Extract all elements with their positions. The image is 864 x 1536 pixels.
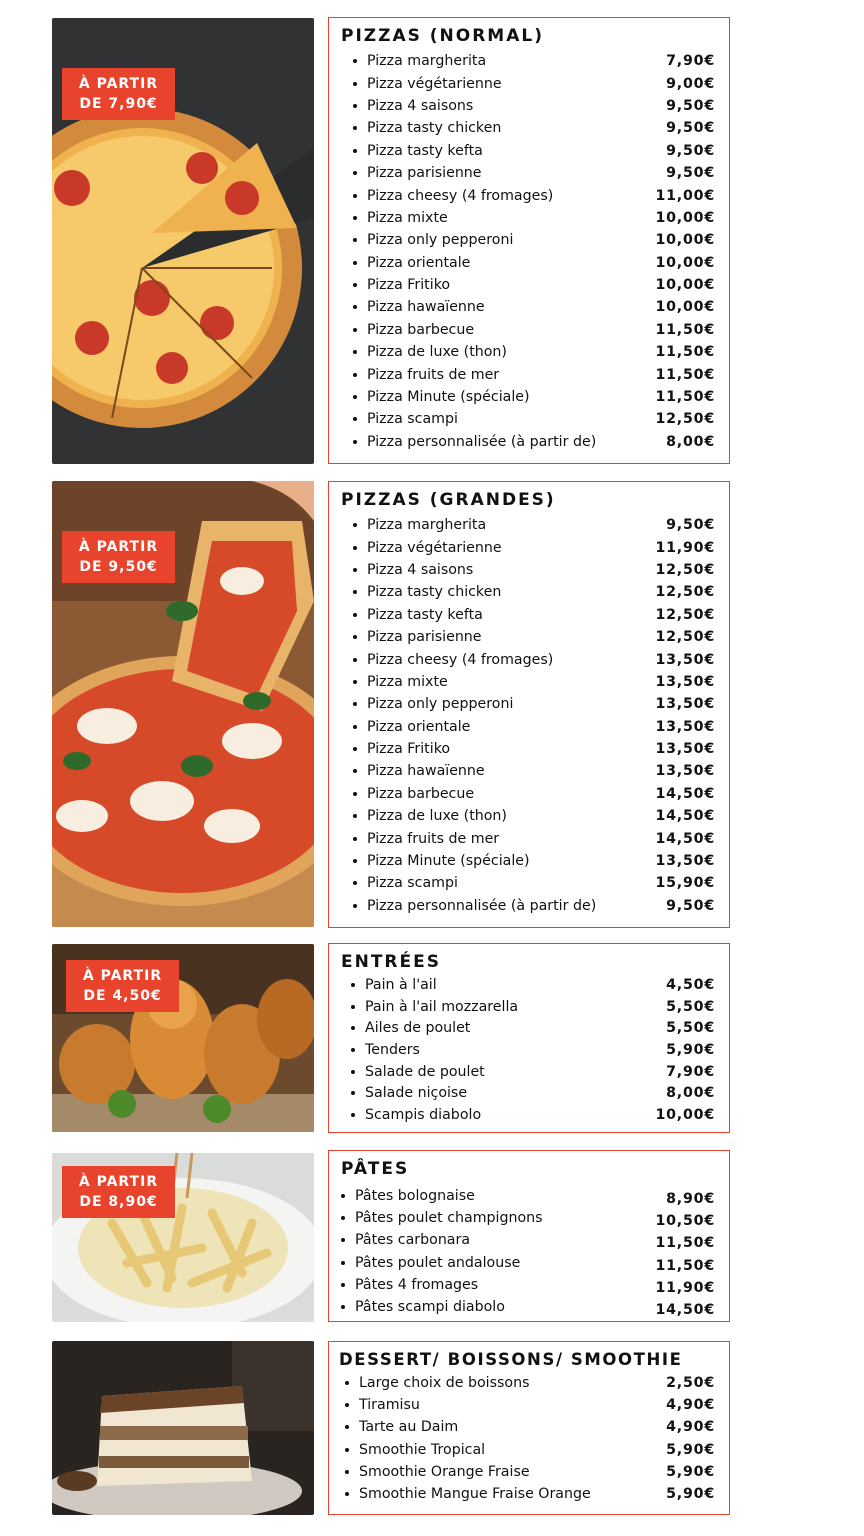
- menu-item: [345, 1461, 717, 1483]
- item-price: 10,00€: [655, 254, 715, 271]
- menu-item: [341, 431, 717, 453]
- item-name: Large choix de boissons: [345, 1375, 529, 1391]
- item-name: Pizza fruits de mer: [341, 367, 499, 383]
- item-price: 12,50€: [655, 584, 715, 601]
- badge-line-1: À PARTIR: [82, 968, 163, 984]
- menu-item: [341, 604, 717, 626]
- menu-panel-pizzas-grandes: [328, 481, 730, 928]
- item-name: Pâtes poulet champignons: [341, 1210, 543, 1226]
- item-name: Pizza orientale: [341, 719, 470, 735]
- section-title: PÂTES: [341, 1159, 410, 1179]
- item-price: 11,50€: [655, 389, 715, 406]
- item-name: Salade niçoise: [341, 1085, 467, 1101]
- item-price: 10,00€: [655, 232, 715, 249]
- menu-item: [341, 408, 717, 430]
- section-title: PIZZAS (NORMAL): [341, 26, 544, 46]
- menu-panel-pizzas-normal: [328, 17, 730, 464]
- menu-item: [341, 229, 717, 251]
- item-name: Pain à l'ail mozzarella: [341, 999, 518, 1015]
- item-price: 10,00€: [655, 209, 715, 226]
- menu-item: [341, 1274, 717, 1296]
- menu-list: [341, 974, 717, 1126]
- item-price: 4,90€: [666, 1419, 715, 1436]
- section-title: PIZZAS (GRANDES): [341, 490, 556, 510]
- menu-item: [341, 827, 717, 849]
- item-price: 5,50€: [666, 1020, 715, 1037]
- item-name: Tarte au Daim: [345, 1419, 458, 1435]
- menu-item: [341, 117, 717, 139]
- item-price: 10,00€: [655, 277, 715, 294]
- item-price: 11,50€: [655, 321, 715, 338]
- item-name: Pizza cheesy (4 fromages): [341, 188, 553, 204]
- badge-line-1: À PARTIR: [78, 539, 159, 555]
- item-price: 13,50€: [655, 696, 715, 713]
- item-price: 4,50€: [666, 976, 715, 993]
- item-name: Pizza fruits de mer: [341, 831, 499, 847]
- menu-item: [341, 140, 717, 162]
- item-name: Pâtes bolognaise: [341, 1188, 475, 1204]
- menu-item: [341, 716, 717, 738]
- item-price: 9,50€: [666, 517, 715, 534]
- item-name: Salade de poulet: [341, 1064, 485, 1080]
- item-name: Scampis diabolo: [341, 1107, 481, 1123]
- item-price: 13,50€: [655, 853, 715, 870]
- item-name: Pizza orientale: [341, 255, 470, 271]
- item-name: Pizza végétarienne: [341, 76, 502, 92]
- menu-item: [341, 1296, 717, 1318]
- item-price: 9,50€: [666, 897, 715, 914]
- item-price: 7,90€: [666, 1063, 715, 1080]
- menu-item: [341, 207, 717, 229]
- menu-item: [341, 1104, 717, 1126]
- menu-item: [341, 895, 717, 917]
- menu-item: [341, 783, 717, 805]
- item-price: 11,50€: [655, 366, 715, 383]
- item-price: 7,90€: [666, 53, 715, 70]
- item-price: 5,90€: [666, 1463, 715, 1480]
- menu-item: [345, 1483, 717, 1505]
- item-price: 8,90€: [666, 1191, 715, 1208]
- item-price: 9,00€: [666, 75, 715, 92]
- item-name: Pain à l'ail: [341, 977, 437, 993]
- menu-item: [345, 1372, 717, 1394]
- menu-item: [341, 341, 717, 363]
- menu-item: [341, 1207, 717, 1229]
- menu-item: [341, 274, 717, 296]
- menu-item: [341, 738, 717, 760]
- item-name: Smoothie Orange Fraise: [345, 1464, 530, 1480]
- menu-item: [341, 996, 717, 1018]
- item-name: Pizza 4 saisons: [341, 98, 473, 114]
- item-price: 14,50€: [655, 785, 715, 802]
- menu-item: [345, 1394, 717, 1416]
- item-price: 10,00€: [655, 1106, 715, 1123]
- badge-line-1: À PARTIR: [78, 76, 159, 92]
- tiramisu-photo: [52, 1341, 314, 1515]
- menu-item: [341, 850, 717, 872]
- menu-item: [341, 760, 717, 782]
- item-price: 11,50€: [655, 344, 715, 361]
- item-name: Pizza Fritiko: [341, 741, 450, 757]
- item-price: 10,00€: [655, 299, 715, 316]
- menu-list: [339, 1372, 717, 1505]
- item-name: Pizza scampi: [341, 411, 458, 427]
- item-price: 13,50€: [655, 718, 715, 735]
- item-name: Pizza personnalisée (à partir de): [341, 898, 596, 914]
- menu-panel-pates: [328, 1150, 730, 1322]
- menu-item: [341, 974, 717, 996]
- menu-item: [341, 581, 717, 603]
- menu-item: [341, 693, 717, 715]
- item-price: 9,50€: [666, 142, 715, 159]
- badge-line-2: DE 8,90€: [79, 1194, 158, 1210]
- item-name: Pizza tasty kefta: [341, 143, 483, 159]
- menu-item: [341, 296, 717, 318]
- item-name: Pizza only pepperoni: [341, 232, 513, 248]
- price-from-badge: [66, 960, 179, 1012]
- item-price: 11,50€: [655, 1257, 715, 1274]
- item-price: 4,90€: [666, 1397, 715, 1414]
- menu-item: [341, 671, 717, 693]
- item-name: Pizza 4 saisons: [341, 562, 473, 578]
- menu-panel-desserts: [328, 1341, 730, 1515]
- item-price: 10,50€: [655, 1213, 715, 1230]
- item-price: 9,50€: [666, 97, 715, 114]
- item-name: Pizza tasty chicken: [341, 584, 501, 600]
- item-name: Pâtes carbonara: [341, 1232, 470, 1248]
- item-price: 5,90€: [666, 1441, 715, 1458]
- item-name: Pizza scampi: [341, 875, 458, 891]
- item-name: Smoothie Tropical: [345, 1442, 485, 1458]
- menu-item: [341, 559, 717, 581]
- menu-item: [341, 50, 717, 72]
- menu-item: [341, 1185, 717, 1207]
- menu-panel-entrees: [328, 943, 730, 1133]
- item-name: Pizza de luxe (thon): [341, 808, 507, 824]
- item-name: Pizza de luxe (thon): [341, 344, 507, 360]
- item-name: Pizza cheesy (4 fromages): [341, 652, 553, 668]
- menu-item: [341, 95, 717, 117]
- item-price: 9,50€: [666, 120, 715, 137]
- item-name: Pizza Fritiko: [341, 277, 450, 293]
- item-price: 5,50€: [666, 998, 715, 1015]
- menu-item: [345, 1416, 717, 1438]
- menu-item: [341, 648, 717, 670]
- item-price: 13,50€: [655, 741, 715, 758]
- item-name: Pizza margherita: [341, 517, 486, 533]
- item-name: Pizza personnalisée (à partir de): [341, 434, 596, 450]
- menu-item: [341, 1039, 717, 1061]
- item-name: Pizza tasty kefta: [341, 607, 483, 623]
- menu-item: [341, 872, 717, 894]
- item-price: 11,00€: [655, 187, 715, 204]
- menu-list: [341, 50, 717, 453]
- item-price: 12,50€: [655, 606, 715, 623]
- badge-line-2: DE 7,90€: [79, 96, 158, 112]
- badge-line-2: DE 4,50€: [83, 988, 162, 1004]
- menu-list: [341, 514, 717, 917]
- menu-item: [341, 162, 717, 184]
- item-name: Pizza tasty chicken: [341, 120, 501, 136]
- menu-item: [341, 536, 717, 558]
- item-name: Pizza Minute (spéciale): [341, 853, 530, 869]
- badge-line-1: À PARTIR: [78, 1174, 159, 1190]
- item-price: 5,90€: [666, 1486, 715, 1503]
- menu-item: [341, 252, 717, 274]
- menu-list: [341, 1185, 717, 1318]
- menu-item: [341, 72, 717, 94]
- menu-item: [341, 1229, 717, 1251]
- item-name: Pizza Minute (spéciale): [341, 389, 530, 405]
- item-price: 5,90€: [666, 1041, 715, 1058]
- menu-item: [341, 626, 717, 648]
- menu-item: [341, 184, 717, 206]
- item-name: Tenders: [341, 1042, 420, 1058]
- item-price: 14,50€: [655, 830, 715, 847]
- item-price: 12,50€: [655, 629, 715, 646]
- item-price: 14,50€: [655, 808, 715, 825]
- item-price: 2,50€: [666, 1375, 715, 1392]
- item-name: Pâtes 4 fromages: [341, 1277, 478, 1293]
- item-price: 8,00€: [666, 433, 715, 450]
- item-price: 11,90€: [655, 539, 715, 556]
- menu-item: [341, 1017, 717, 1039]
- price-from-badge: [62, 1166, 175, 1218]
- item-name: Ailes de poulet: [341, 1020, 470, 1036]
- item-price: 11,90€: [655, 1279, 715, 1296]
- item-price: 9,50€: [666, 165, 715, 182]
- item-name: Pizza parisienne: [341, 165, 482, 181]
- menu-item: [341, 514, 717, 536]
- item-name: Pizza only pepperoni: [341, 696, 513, 712]
- item-price: 11,50€: [655, 1235, 715, 1252]
- item-name: Pizza hawaïenne: [341, 763, 485, 779]
- item-name: Pizza barbecue: [341, 786, 474, 802]
- item-name: Pâtes scampi diabolo: [341, 1299, 505, 1315]
- item-name: Pizza végétarienne: [341, 540, 502, 556]
- item-price: 12,50€: [655, 411, 715, 428]
- item-price: 13,50€: [655, 651, 715, 668]
- price-from-badge: [62, 531, 175, 583]
- section-title: DESSERT/ BOISSONS/ SMOOTHIE: [339, 1350, 683, 1369]
- menu-item: [341, 1061, 717, 1083]
- menu-item: [341, 1252, 717, 1274]
- badge-line-2: DE 9,50€: [79, 559, 158, 575]
- item-name: Pizza barbecue: [341, 322, 474, 338]
- item-price: 13,50€: [655, 673, 715, 690]
- item-price: 12,50€: [655, 561, 715, 578]
- item-price: 15,90€: [655, 875, 715, 892]
- item-name: Tiramisu: [345, 1397, 420, 1413]
- item-name: Pizza margherita: [341, 53, 486, 69]
- menu-item: [341, 363, 717, 385]
- item-name: Pizza parisienne: [341, 629, 482, 645]
- item-name: Pizza mixte: [341, 674, 448, 690]
- item-name: Pizza hawaïenne: [341, 299, 485, 315]
- menu-item: [345, 1439, 717, 1461]
- item-price: 14,50€: [655, 1302, 715, 1319]
- menu-item: [341, 319, 717, 341]
- section-title: ENTRÉES: [341, 952, 441, 972]
- menu-item: [341, 805, 717, 827]
- menu-item: [341, 386, 717, 408]
- item-name: Pâtes poulet andalouse: [341, 1255, 520, 1271]
- item-price: 13,50€: [655, 763, 715, 780]
- item-name: Smoothie Mangue Fraise Orange: [345, 1486, 591, 1502]
- menu-item: [341, 1082, 717, 1104]
- price-from-badge: [62, 68, 175, 120]
- item-name: Pizza mixte: [341, 210, 448, 226]
- item-price: 8,00€: [666, 1085, 715, 1102]
